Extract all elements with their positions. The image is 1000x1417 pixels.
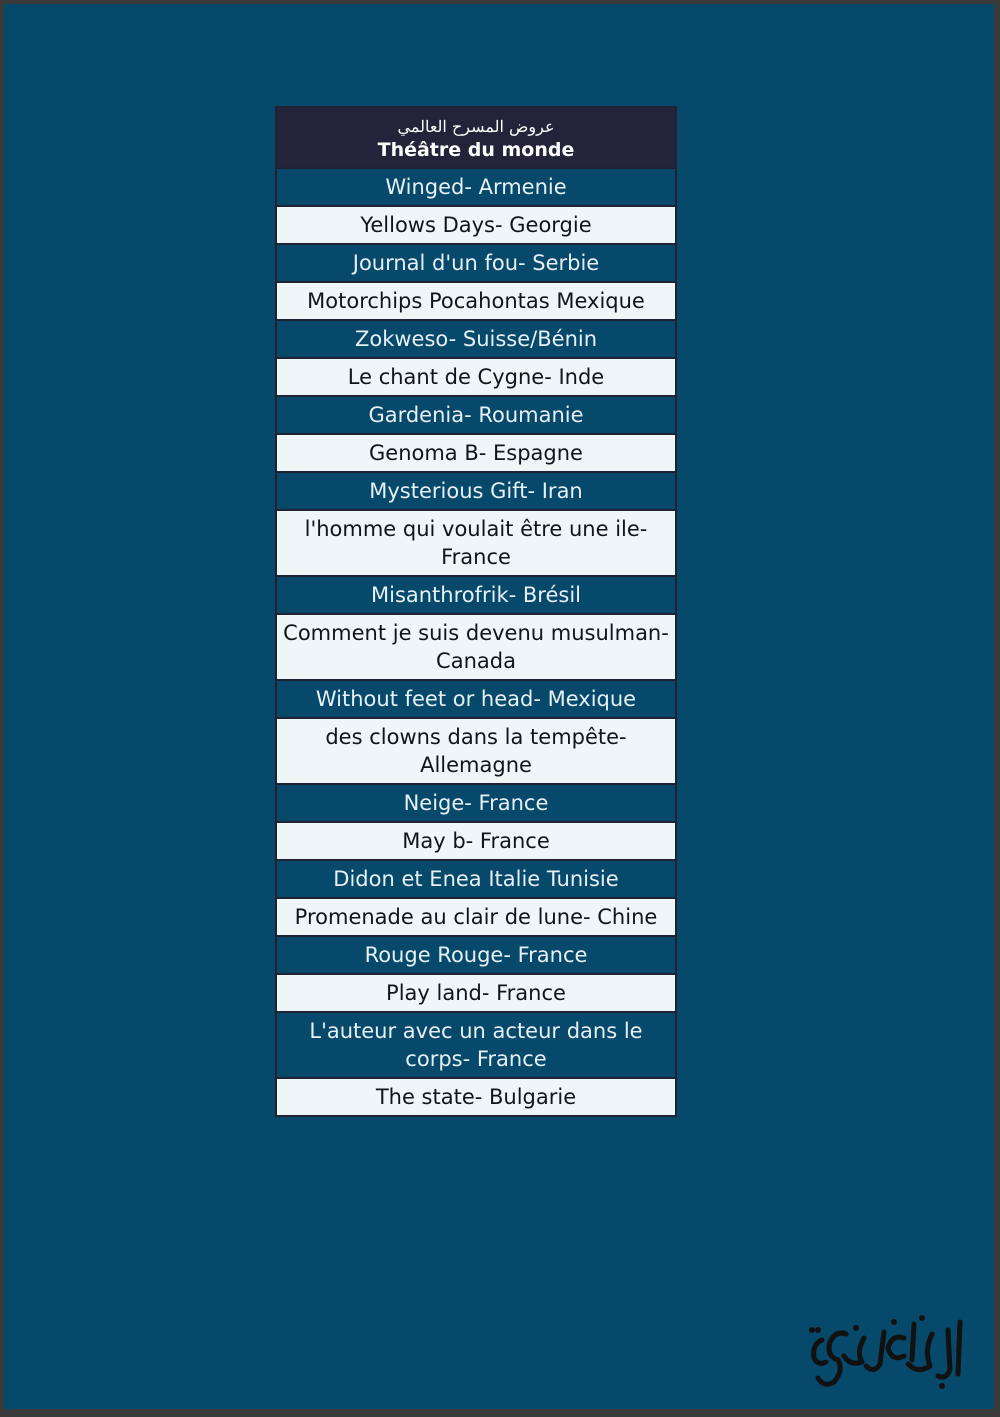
table-row: Le chant de Cygne- Inde: [277, 359, 675, 397]
table-row: Journal d'un fou- Serbie: [277, 245, 675, 283]
header-french-title: Théâtre du monde: [377, 139, 575, 161]
table-row: Didon et Enea Italie Tunisie: [277, 861, 675, 899]
table-row: Genoma B- Espagne: [277, 435, 675, 473]
table-row: Zokweso- Suisse/Bénin: [277, 321, 675, 359]
table-row: Rouge Rouge- France: [277, 937, 675, 975]
table-row: L'auteur avec un acteur dans le corps- France: [277, 1013, 675, 1079]
table-row: Yellows Days- Georgie: [277, 207, 675, 245]
table-header: [277, 108, 675, 169]
table-row: Promenade au clair de lune- Chine: [277, 899, 675, 937]
table-row: Play land- France: [277, 975, 675, 1013]
table-row: Mysterious Gift- Iran: [277, 473, 675, 511]
page: [4, 4, 994, 1409]
table-row: des clowns dans la tempête- Allemagne: [277, 719, 675, 785]
table-row: Gardenia- Roumanie: [277, 397, 675, 435]
program-table: [275, 106, 677, 1117]
festival-logo: [800, 1304, 970, 1394]
table-row: May b- France: [277, 823, 675, 861]
table-row: Comment je suis devenu musulman- Canada: [277, 615, 675, 681]
table-row: Without feet or head- Mexique: [277, 681, 675, 719]
table-row: Misanthrofrik- Brésil: [277, 577, 675, 615]
table-row: Winged- Armenie: [277, 169, 675, 207]
calligraphy-logo-icon: [800, 1304, 970, 1394]
table-row: l'homme qui voulait être une ile- France: [277, 511, 675, 577]
table-row: Neige- France: [277, 785, 675, 823]
table-row: Motorchips Pocahontas Mexique: [277, 283, 675, 321]
table-row: The state- Bulgarie: [277, 1079, 675, 1117]
header-arabic-title: عروض المسرح العالمي: [397, 117, 555, 136]
